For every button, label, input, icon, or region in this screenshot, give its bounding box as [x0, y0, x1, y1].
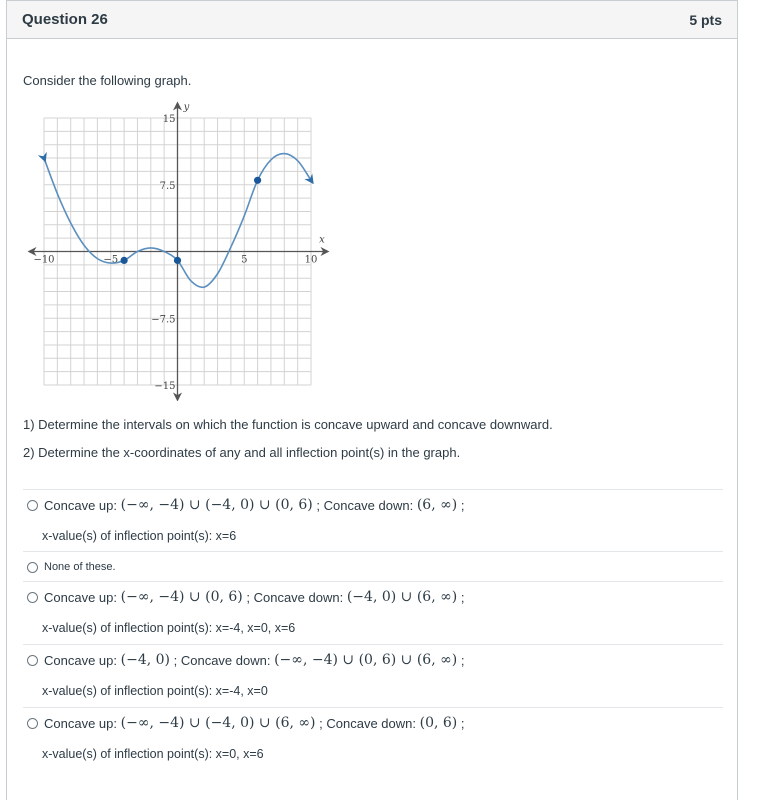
- radio-button[interactable]: [27, 562, 38, 573]
- concave-down-intervals: (6, ∞): [416, 497, 458, 513]
- answer-list: [23, 489, 723, 770]
- inflection-text: x-value(s) of inflection point(s): x=6: [42, 529, 237, 543]
- concave-up-label: Concave up:: [44, 652, 117, 668]
- radio-button[interactable]: [27, 718, 38, 729]
- concave-up-label: Concave up:: [44, 497, 117, 513]
- concave-down-intervals: (0, 6): [419, 715, 458, 731]
- concave-down-label: ; Concave down:: [246, 589, 344, 605]
- concave-down-intervals: (−∞, −4) ∪ (0, 6) ∪ (6, ∞): [274, 652, 458, 668]
- concave-down-label: ; Concave down:: [319, 715, 416, 731]
- answer-option[interactable]: [23, 581, 723, 644]
- graph-point: [174, 257, 181, 264]
- graph-point: [121, 257, 128, 264]
- concave-up-intervals: (−∞, −4) ∪ (−4, 0) ∪ (6, ∞): [120, 715, 316, 731]
- y-tick-label: 7.5: [159, 180, 176, 192]
- y-tick-label: −15: [154, 381, 176, 392]
- graph-axes: [32, 106, 325, 397]
- graph-point: [254, 177, 261, 184]
- question-card: [6, 0, 738, 800]
- concave-down-label: ; Concave down:: [173, 652, 271, 668]
- answer-option[interactable]: [23, 707, 723, 770]
- task-1: 1) Determine the intervals on which the function is concave upward and concave downward.: [23, 417, 553, 432]
- x-tick-label: −5: [103, 254, 119, 266]
- radio-button[interactable]: [27, 655, 38, 666]
- answer-end: ;: [460, 652, 465, 668]
- y-axis-label: y: [183, 102, 190, 113]
- answer-end: ;: [460, 497, 465, 513]
- concave-up-intervals: (−4, 0): [120, 652, 170, 668]
- y-tick-label: 15: [162, 114, 176, 125]
- x-tick-label: 5: [241, 254, 248, 266]
- answer-option[interactable]: [23, 489, 723, 551]
- inflection-text: x-value(s) of inflection point(s): x=0, x=6: [42, 747, 264, 761]
- answer-text: None of these.: [44, 561, 116, 573]
- concave-up-label: Concave up:: [44, 715, 117, 731]
- y-tick-label: −7.5: [151, 314, 176, 326]
- concave-up-label: Concave up:: [44, 589, 117, 605]
- radio-button[interactable]: [27, 500, 38, 511]
- function-graph: [27, 96, 337, 401]
- graph-tick-labels: [33, 102, 325, 392]
- answer-option[interactable]: [23, 551, 723, 581]
- task-2: 2) Determine the x-coordinates of any and all inflection point(s) in the graph.: [23, 445, 461, 460]
- concave-up-intervals: (−∞, −4) ∪ (−4, 0) ∪ (0, 6): [120, 497, 313, 513]
- question-title: Question 26: [22, 11, 108, 28]
- concave-down-intervals: (−4, 0) ∪ (6, ∞): [346, 589, 458, 605]
- answer-end: ;: [460, 715, 465, 731]
- x-axis-label: x: [319, 234, 325, 246]
- answer-end: ;: [460, 589, 465, 605]
- question-points: 5 pts: [689, 11, 722, 28]
- question-intro: Consider the following graph.: [23, 73, 192, 88]
- x-tick-label: 10: [304, 254, 318, 266]
- concave-down-label: ; Concave down:: [316, 497, 414, 513]
- radio-button[interactable]: [27, 592, 38, 603]
- inflection-text: x-value(s) of inflection point(s): x=-4, x=0: [42, 684, 268, 698]
- question-header: [7, 1, 737, 39]
- inflection-text: x-value(s) of inflection point(s): x=-4, x=0, x=6: [42, 621, 296, 635]
- answer-option[interactable]: [23, 644, 723, 707]
- concave-up-intervals: (−∞, −4) ∪ (0, 6): [120, 589, 243, 605]
- x-tick-label: −10: [33, 254, 55, 266]
